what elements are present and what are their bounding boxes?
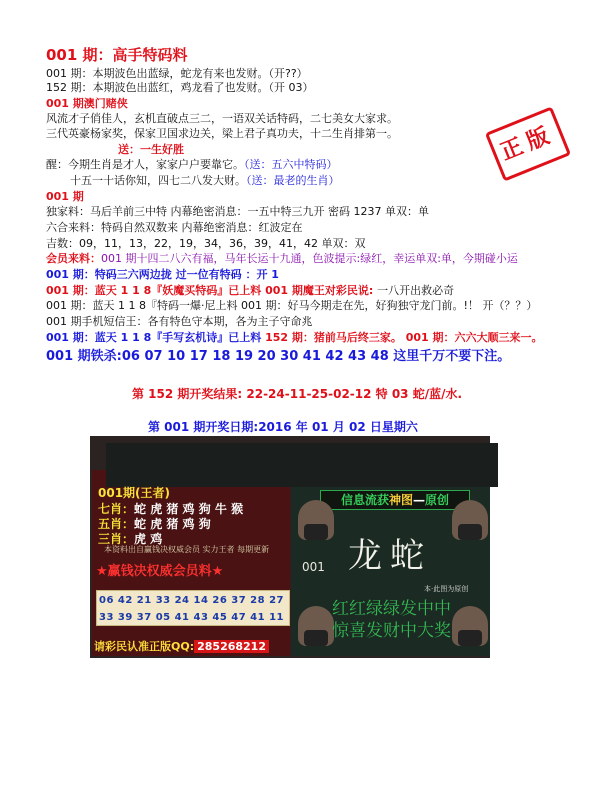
draw-date: 第 001 期开奖日期:2016 年 01 月 02 日星期六 [148,420,418,434]
section-d-line-4: 001 期手机短信王：各有特色守本期，各为主子守命兆 [46,315,313,328]
banner-top-bar [106,443,498,487]
right-title-b: 神图 [388,493,413,507]
grass-text-1: 红红绿绿发中中 [332,599,451,619]
qq-line [94,638,269,654]
banner-issue-number: 001 [302,560,325,574]
section-b-line-1 [46,158,338,171]
authentic-stamp: 正版 [485,106,571,181]
section-a-line-1: 风流才子俏佳人，玄机直破点三二，一语双关话特码，二七美女大家求。 [46,112,398,125]
section-d-line-2 [46,284,454,297]
section-a-line-2: 三代英豪杨家奖，保家卫国求边关，梁上君子真功夫，十二生肖排第一。 [46,127,398,140]
d2-part-a: 001 期：蓝天 1 1 8『妖魔买特码』已上料 [46,284,262,297]
right-title-c: 原创 [425,493,450,507]
section-a-title: 001 期澳门赌侠 [46,97,128,110]
riddle-1-hint: （送：五六中特码） [244,158,338,171]
qq-label: 请彩民认准正版QQ: [94,640,195,653]
portrait-right-top-icon [452,500,488,540]
number-grid [96,590,290,626]
section-c-line-2: 六合来料：特码自然双数来 内幕绝密消息：红波定在 [46,221,303,234]
d5-part-c: 001 期：六六大顺三来一。 [405,331,543,344]
zodiac-row-seven-label: 七肖： [98,502,135,516]
grass-text-2: 惊喜发财中大奖 [332,621,451,641]
section-b-title: 送：一生好胜 [118,143,184,156]
d2-part-c: 一八开出救必奇 [377,284,455,297]
section-d-line-3: 001 期：蓝天 1 1 8『特码一爆·尼上料 001 期：好马今期走在先，好狗独守龙门前。!！ 开（？？） [46,299,538,312]
portrait-left-bottom-icon [298,606,334,646]
portrait-left-top-icon [298,500,334,540]
riddle-2-hint: （送：最老的生肖） [246,174,340,187]
zodiac-row-five-label: 五肖： [98,517,135,531]
riddle-2: 十五一十话你知，四七二八发大财。 [70,174,246,187]
banner-right-title: 信息流获神图—原创 [320,490,470,510]
number-row-1: 06 42 21 33 24 14 26 37 28 27 [99,595,284,606]
number-row-2: 33 39 37 05 41 43 45 47 41 11 [99,612,284,623]
riddle-1: 醒：今期生肖是才人，家家户户要靠它。 [46,158,244,171]
banner-small-note: 本资料出自赢钱决权威会员 实力王者 每期更新 [104,545,270,554]
d5-part-b: 152 期：猪前马后终三家。 [265,331,402,344]
section-c-line-3: 吉数：09，11，13，22，19，34，36，39，41，42 单双：双 [46,237,366,250]
section-d-line-1: 001 期：特码三六两边拢 过一位有特码 ：开 1 [46,268,279,281]
zodiac-row-five-value: 蛇 虎 猪 鸡 狗 [134,517,211,531]
zodiac-row-seven-value: 蛇 虎 猪 鸡 狗 牛 猴 [134,502,244,516]
banner-mini-text: 本·此图为原创 [424,585,469,593]
member-text: 001 期十四二八六有福，马年长运十九通，色波提示:绿红，幸运单双:单，今期碰小运 [101,252,518,265]
zodiac-row-three-value: 虎 鸡 [134,532,163,546]
zodiac-row-three-label: 三肖： [98,532,135,546]
qq-number: 285268212 [194,640,269,653]
portrait-right-bottom-icon [452,606,488,646]
iron-kill-line: 001 期铁杀:06 07 10 17 18 19 20 30 41 42 43 48 这里千万不要下注。 [46,349,511,364]
d2-part-b: 001 期魔王对彩民说: [265,284,374,297]
banner-left-title: 001期(王者) [98,486,171,500]
section-b-line-2 [70,174,340,187]
draw-result: 第 152 期开奖结果: 22-24-11-25-02-12 特 03 蛇/蓝/水. [132,387,463,401]
d5-part-a: 001 期：蓝天 1 1 8『手写玄机诗』已上料 [46,331,262,344]
header-line-2: 152 期：本期波色出蓝红，鸡龙看了也发财。（开 03） [46,81,314,94]
zodiac-pick: 龙蛇 [348,536,432,576]
header-line-1: 001 期：本期波色出蓝绿，蛇龙有来也发财。（开??） [46,67,308,80]
member-banner-text: ★赢钱决权威会员料★ [96,564,224,579]
section-d-line-5 [46,331,543,344]
page-title: 001 期：高手特码料 [46,46,188,64]
section-c-line-4 [46,252,518,265]
section-c-title: 001 期 [46,190,84,203]
right-title-a: 信息流获 [340,493,389,507]
member-label: 会员来料： [46,252,101,265]
section-c-line-1: 独家料：马后羊前三中特 内幕绝密消息：一五中特三九开 密码 1237 单双：单 [46,205,429,218]
